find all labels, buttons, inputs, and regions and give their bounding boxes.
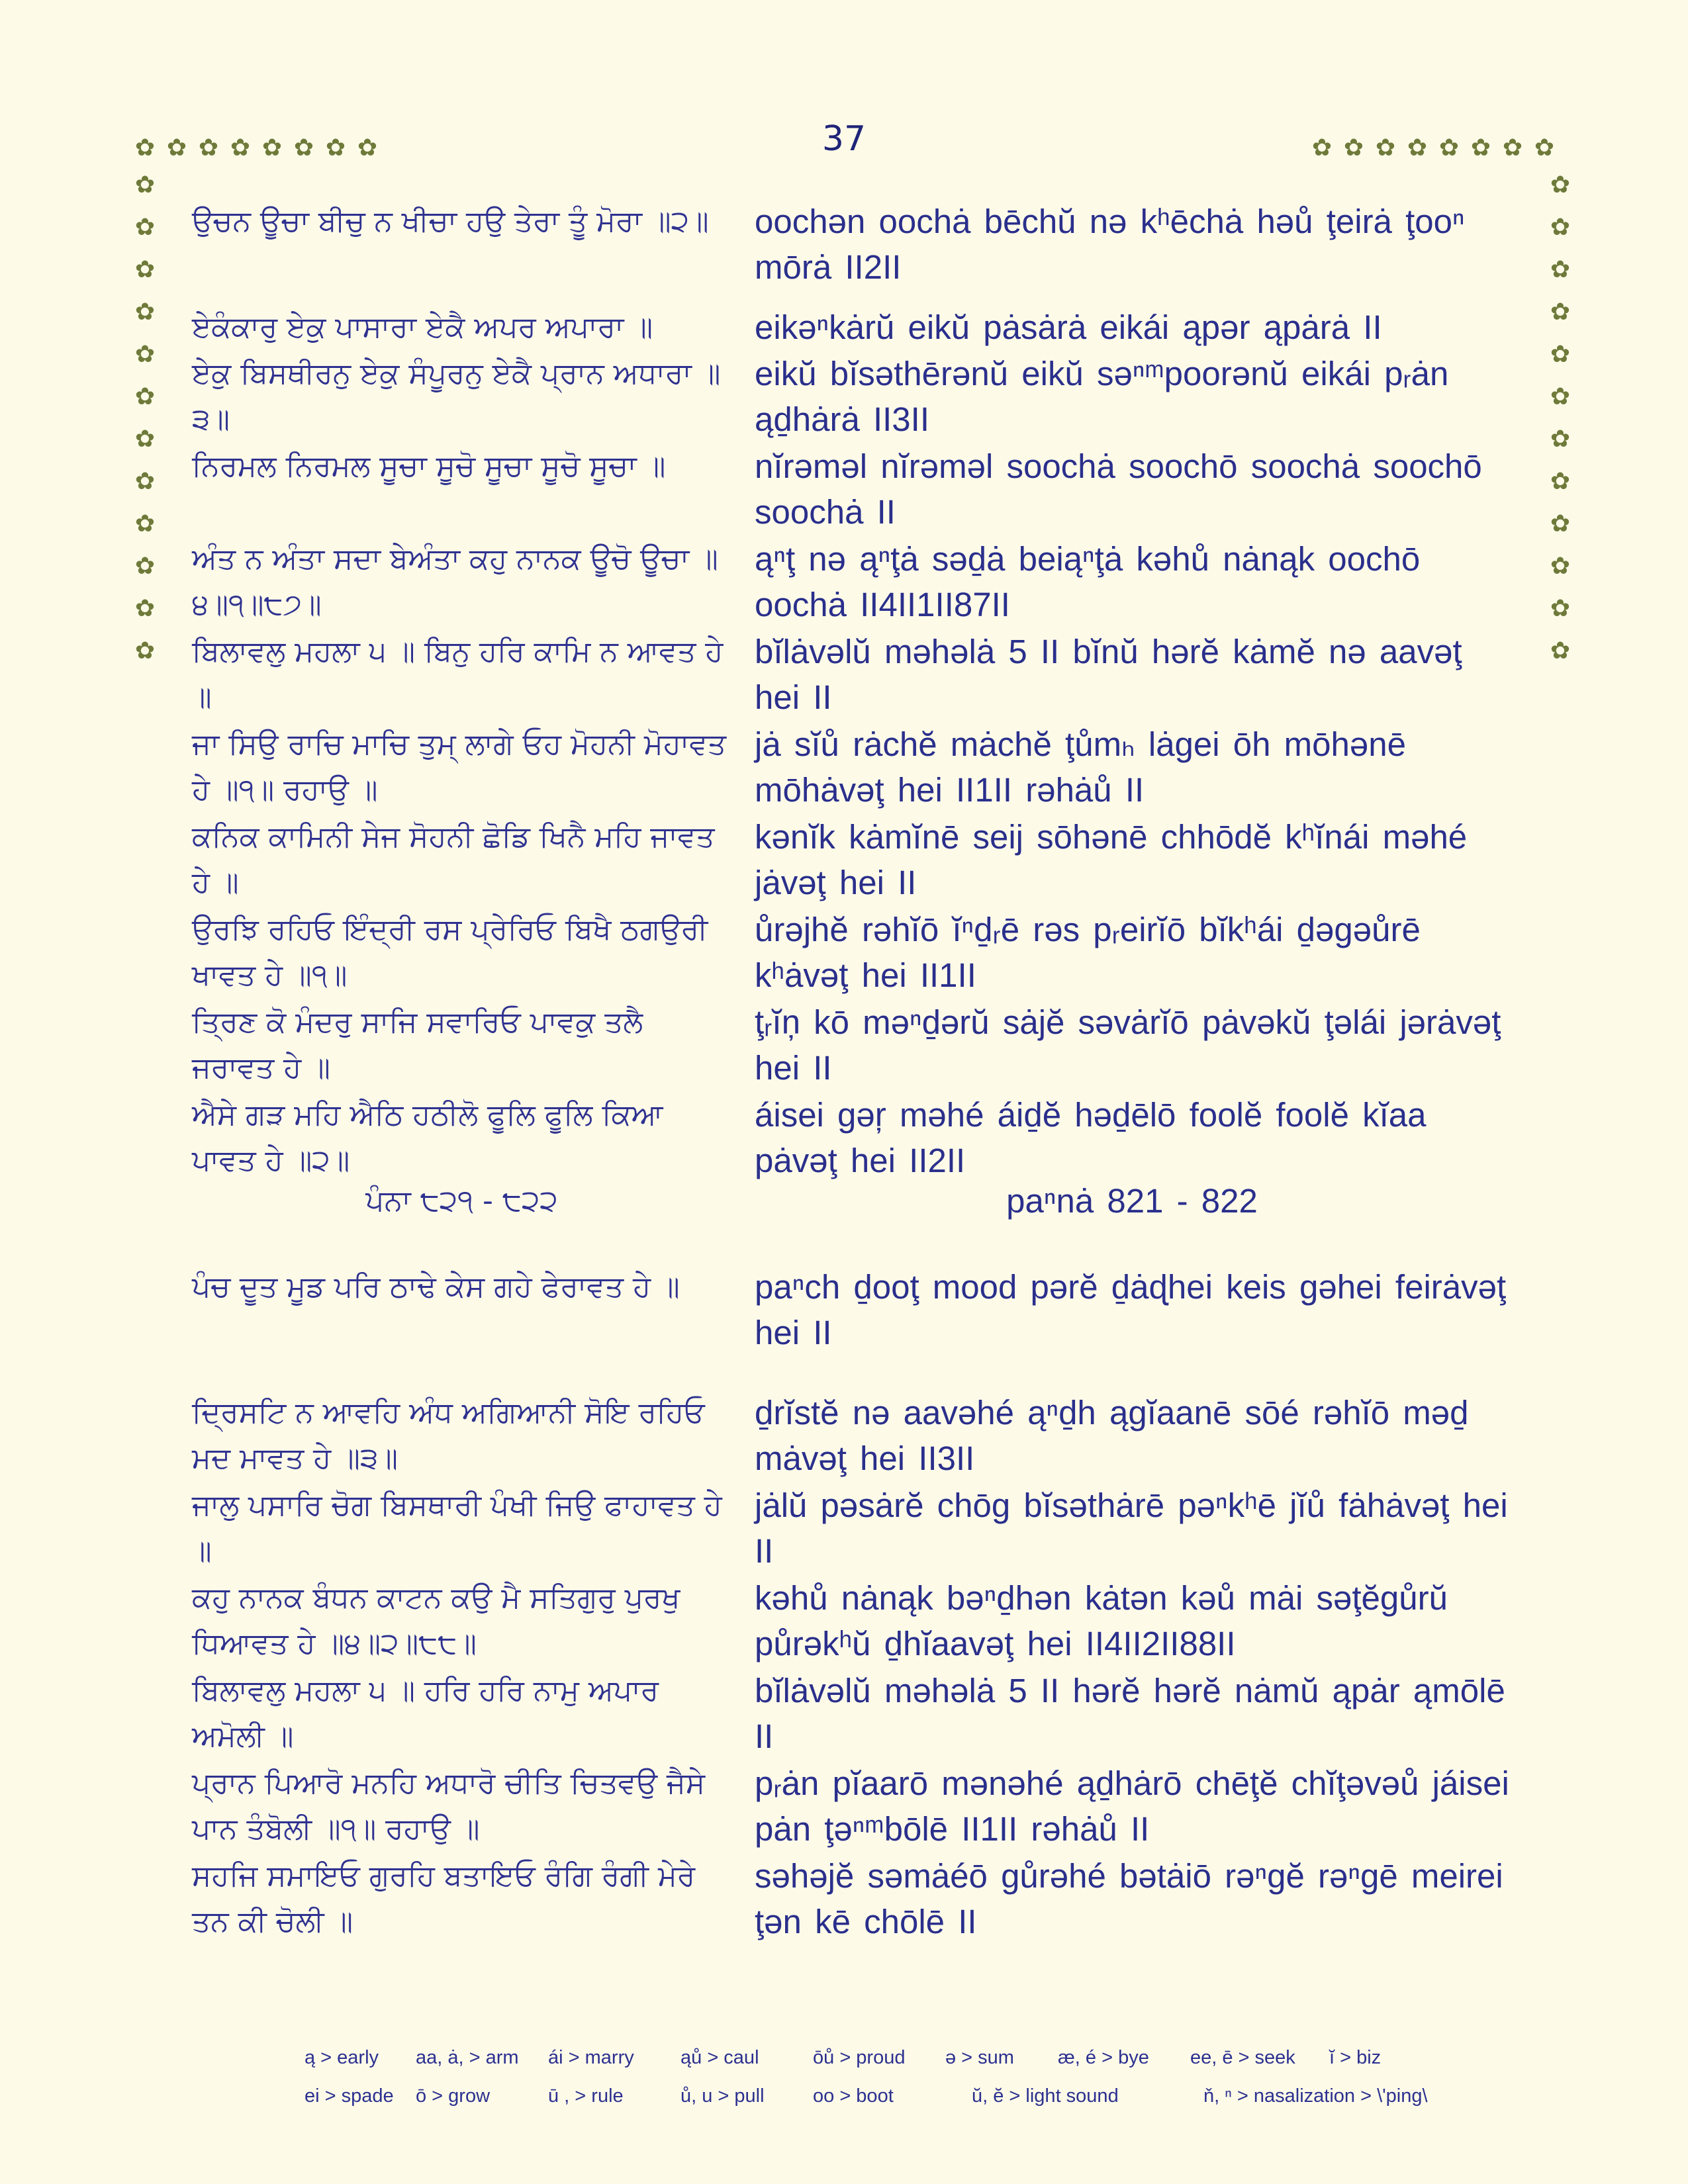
transliteration-text: pᵣȧn pĭaarō mənəhé ąḏhȧrō chēţĕ chĭţəvəů jáisei pȧn ţəⁿᵐbōlē II1II rəhȧů II: [755, 1764, 1509, 1848]
flower-icon: ✿: [1550, 256, 1571, 283]
legend-item: ōů > proud: [813, 2046, 906, 2068]
transliteration-text: oochən oochȧ bēchŭ nə kʰēchȧ həů ţeirȧ ţooⁿ mōrȧ II2II: [755, 203, 1465, 286]
verse-table: [192, 199, 1509, 1959]
gurmukhi-text: ਏਕੁ ਬਿਸਥੀਰਨੁ ਏਕੁ ਸੰਪੂਰਨੁ ਏਕੈ ਪ੍ਰਾਨ ਅਧਾਰਾ ॥੩॥: [192, 357, 721, 436]
legend-item: ą > early: [305, 2046, 379, 2068]
verse-row: [192, 1668, 1509, 1759]
gurmukhi-text: ਅੰਤ ਨ ਅੰਤਾ ਸਦਾ ਬੇਅੰਤਾ ਕਹੁ ਨਾਨਕ ਊਚੋ ਊਚਾ ॥੪॥੧॥੮੭॥: [192, 542, 718, 621]
verse-row: [192, 536, 1509, 627]
verse-row: [192, 721, 1509, 813]
legend-item: ň, ⁿ > nasalization > \'ping\: [1203, 2085, 1428, 2107]
transliteration-text: ůrəjhĕ rəhĭō ĭⁿḏᵣē rəs pᵣeirĭō bĭkʰái ḏəgəůrē kʰȧvəţ hei II1II: [755, 911, 1421, 994]
gurmukhi-text: ਬਿਲਾਵਲੁ ਮਹਲਾ ੫ ॥ ਹਰਿ ਹਰਿ ਨਾਮੁ ਅਪਾਰ ਅਮੋਲੀ ॥: [192, 1674, 659, 1753]
transliteration-text: eikəⁿkȧrŭ eikŭ pȧsȧrȧ eikái ąpər ąpȧrȧ II: [755, 308, 1382, 346]
verse-row: [192, 1482, 1509, 1574]
verse-row: [192, 351, 1509, 442]
verse-row: [192, 629, 1509, 720]
transliteration-text: kənĭk kȧmĭnē seij sōhənē chhōdĕ kʰĭnái məhé jȧvəţ hei II: [755, 818, 1468, 901]
flower-icon: ✿: [134, 510, 156, 537]
legend-item: ei > spade: [305, 2085, 394, 2107]
flower-icon: ✿: [134, 256, 156, 283]
verse-row: [192, 199, 1509, 290]
transliteration-text: paⁿnȧ 821 - 822: [1006, 1182, 1258, 1220]
flower-icon: ✿: [134, 595, 156, 622]
gurmukhi-text: ਜਾਲੁ ਪਸਾਰਿ ਚੋਗ ਬਿਸਥਾਰੀ ਪੰਖੀ ਜਿਉ ਫਾਹਾਵਤ ਹੇ ॥: [192, 1488, 722, 1568]
flower-icon: ✿: [1438, 134, 1460, 161]
transliteration-text: səhəjĕ səmȧéō gůrəhé bətȧiō rəⁿgĕ rəⁿgē meirei ţən kē chōlē II: [755, 1857, 1503, 1940]
transliteration-text: jȧ sĭů rȧchĕ mȧchĕ ţůmₕ lȧgei ōh mōhənē mōhȧvəţ hei II1II rəhȧů II: [755, 725, 1406, 809]
flower-icon: ✿: [1550, 553, 1571, 580]
flower-icon: ✿: [134, 214, 156, 241]
flower-icon: ✿: [1375, 134, 1396, 161]
verse-row: [192, 907, 1509, 998]
verse-row: [192, 999, 1509, 1091]
legend-row-2: [305, 2077, 1483, 2115]
flower-icon: ✿: [1470, 134, 1491, 161]
flower-icon: ✿: [134, 637, 156, 664]
flower-icon: ✿: [134, 171, 156, 199]
legend-item: oo > boot: [813, 2085, 894, 2107]
page-number: 37: [821, 119, 867, 159]
flower-icon: ✿: [1550, 468, 1571, 495]
flower-icon: ✿: [230, 134, 251, 161]
flower-icon: ✿: [1502, 134, 1523, 161]
transliteration-text: paⁿch ḏooţ mood pərĕ ḏȧɖhei keis gəhei feirȧvəţ hei II: [755, 1268, 1507, 1351]
gurmukhi-text: ਪ੍ਰਾਨ ਪਿਆਰੋ ਮਨਹਿ ਅਧਾਰੋ ਚੀਤਿ ਚਿਤਵਉ ਜੈਸੇ ਪਾਨ ਤੰਬੋਲੀ ॥੧॥ ਰਹਾਉ ॥: [192, 1766, 706, 1846]
gurmukhi-text: ਜਾ ਸਿਉ ਰਾਚਿ ਮਾਚਿ ਤੁਮ੍ ਲਾਗੇ ਓਹ ਮੋਹਨੀ ਮੋਹਾਵਤ ਹੇ ॥੧॥ ਰਹਾਉ ॥: [192, 727, 727, 807]
verse-row: [192, 1760, 1509, 1852]
legend-item: ĭ > biz: [1329, 2046, 1382, 2068]
legend-item: ū , > rule: [548, 2085, 624, 2107]
transliteration-text: bĭlȧvəlŭ məhəlȧ 5 II bĭnŭ hərĕ kȧmĕ nə aavəţ hei II: [755, 633, 1462, 716]
flower-icon: ✿: [1550, 171, 1571, 199]
gurmukhi-text: ਏਕੰਕਾਰੁ ਏਕੁ ਪਾਸਾਰਾ ਏਕੈ ਅਪਰ ਅਪਾਰਾ ॥: [192, 310, 653, 344]
ornament-left-column: [131, 164, 159, 672]
flower-icon: ✿: [1550, 510, 1571, 537]
flower-icon: ✿: [134, 383, 156, 410]
legend-row-1: [305, 2038, 1483, 2077]
verse-row: [192, 1264, 1509, 1355]
verse-row: [192, 1092, 1509, 1183]
legend-item: æ, é > bye: [1058, 2046, 1149, 2068]
gurmukhi-text: ਪੰਨਾ ੮੨੧ - ੮੨੨: [365, 1184, 558, 1218]
flower-icon: ✿: [1534, 134, 1555, 161]
transliteration-text: áisei gəŗ məhé áiḏĕ həḏēlō foolĕ foolĕ kĭaa pȧvəţ hei II2II: [755, 1096, 1427, 1179]
flower-icon: ✿: [1550, 426, 1571, 453]
pronunciation-legend: [305, 2038, 1483, 2115]
flower-icon: ✿: [198, 134, 219, 161]
ornament-top-left: [131, 136, 381, 160]
legend-item: ō > grow: [416, 2085, 491, 2107]
verse-row: [192, 1390, 1509, 1481]
flower-icon: ✿: [1550, 341, 1571, 368]
verse-row: [192, 814, 1509, 905]
transliteration-text: kəhů nȧnąk bəⁿḏhən kȧtən kəů mȧi səţĕgůrŭ půrəkʰŭ ḏhĭaavəţ hei II4II2II88II: [755, 1579, 1448, 1662]
legend-item: aa, ȧ, > arm: [416, 2046, 519, 2068]
transliteration-text: ţᵣĭņ kō məⁿḏərŭ sȧjĕ səvȧrĭō pȧvəkŭ ţəlái jərȧvəţ hei II: [755, 1003, 1501, 1087]
flower-icon: ✿: [134, 468, 156, 495]
flower-icon: ✿: [1407, 134, 1428, 161]
gurmukhi-text: ਤ੍ਰਿਣ ਕੋ ਮੰਦਰੁ ਸਾਜਿ ਸਵਾਰਿਓ ਪਾਵਕੁ ਤਲੈ ਜਰਾਵਤ ਹੇ ॥: [192, 1005, 643, 1085]
flower-icon: ✿: [357, 134, 378, 161]
verse-row: [192, 1575, 1509, 1666]
page-range-heading: [192, 1178, 1509, 1224]
ornament-top-right: [1308, 136, 1558, 160]
flower-icon: ✿: [1343, 134, 1364, 161]
gurmukhi-text: ਪੰਚ ਦੂਤ ਮੂਡ ਪਰਿ ਠਾਢੇ ਕੇਸ ਗਹੇ ਫੇਰਾਵਤ ਹੇ ॥: [192, 1270, 680, 1304]
gurmukhi-text: ਸਹਜਿ ਸਮਾਇਓ ਗੁਰਹਿ ਬਤਾਇਓ ਰੰਗਿ ਰੰਗੀ ਮੇਰੇ ਤਨ ਕੀ ਚੋਲੀ ॥: [192, 1859, 696, 1938]
transliteration-text: bĭlȧvəlŭ məhəlȧ 5 II hərĕ hərĕ nȧmŭ ąpȧr ąmōlē II: [755, 1672, 1505, 1755]
transliteration-text: jȧlŭ pəsȧrĕ chōg bĭsəthȧrē pəⁿkʰē jĭů fȧhȧvəţ hei II: [755, 1486, 1508, 1570]
flower-icon: ✿: [1311, 134, 1333, 161]
legend-item: ee, ē > seek: [1190, 2046, 1295, 2068]
flower-icon: ✿: [293, 134, 314, 161]
flower-icon: ✿: [166, 134, 187, 161]
transliteration-text: ąⁿţ nə ąⁿţȧ səḏȧ beiąⁿţȧ kəhů nȧnąk oochō oochȧ II4II1II87II: [755, 540, 1421, 623]
flower-icon: ✿: [134, 134, 156, 161]
flower-icon: ✿: [1550, 637, 1571, 664]
transliteration-text: nĭrəməl nĭrəməl soochȧ soochō soochȧ soochō soochȧ II: [755, 447, 1482, 531]
gurmukhi-text: ਦ੍ਰਿਸਟਿ ਨ ਆਵਹਿ ਅੰਧ ਅਗਿਆਨੀ ਸੋਇ ਰਹਿਓ ਮਦ ਮਾਵਤ ਹੇ ॥੩॥: [192, 1396, 705, 1475]
flower-icon: ✿: [261, 134, 283, 161]
flower-icon: ✿: [134, 298, 156, 326]
flower-icon: ✿: [1550, 595, 1571, 622]
gurmukhi-text: ਐਸੇ ਗੜ ਮਹਿ ਐਠਿ ਹਠੀਲੋ ਫੂਲਿ ਫੂਲਿ ਕਿਆ ਪਾਵਤ ਹੇ ॥੨॥: [192, 1098, 663, 1177]
flower-icon: ✿: [1550, 298, 1571, 326]
gurmukhi-text: ਕਨਿਕ ਕਾਮਿਨੀ ਸੇਜ ਸੋਹਨੀ ਛੋਡਿ ਖਿਨੈ ਮਹਿ ਜਾਵਤ ਹੇ ॥: [192, 820, 715, 899]
gurmukhi-text: ਕਹੁ ਨਾਨਕ ਬੰਧਨ ਕਾਟਨ ਕਉ ਮੈ ਸਤਿਗੁਰੁ ਪੁਰਖੁ ਧਿਆਵਤ ਹੇ ॥੪॥੨॥੮੮॥: [192, 1581, 680, 1661]
verse-row: [192, 443, 1509, 535]
flower-icon: ✿: [134, 553, 156, 580]
flower-icon: ✿: [325, 134, 346, 161]
legend-item: ə > sum: [945, 2046, 1014, 2068]
legend-item: ąů > caul: [680, 2046, 759, 2068]
legend-item: ů, u > pull: [680, 2085, 765, 2107]
ornament-right-column: [1546, 164, 1574, 672]
flower-icon: ✿: [134, 341, 156, 368]
verse-row: [192, 304, 1509, 350]
verse-row: [192, 1853, 1509, 1944]
gurmukhi-text: ਉਚਨ ਊਚਾ ਬੀਚੁ ਨ ਖੀਚਾ ਹਉ ਤੇਰਾ ਤੂੰ ਮੋਰਾ ॥੨॥: [192, 205, 709, 238]
gurmukhi-text: ਨਿਰਮਲ ਨਿਰਮਲ ਸੂਚਾ ਸੂਚੋ ਸੂਚਾ ਸੂਚੋ ਸੂਚਾ ॥: [192, 449, 666, 483]
legend-item: ŭ, ĕ > light sound: [972, 2085, 1119, 2107]
flower-icon: ✿: [1550, 383, 1571, 410]
flower-icon: ✿: [1550, 214, 1571, 241]
gurmukhi-text: ਬਿਲਾਵਲੁ ਮਹਲਾ ੫ ॥ ਬਿਨੁ ਹਰਿ ਕਾਮਿ ਨ ਆਵਤ ਹੇ ॥: [192, 635, 724, 714]
transliteration-text: ḏrĭstĕ nə aavəhé ąⁿḏh ągĭaanē sōé rəhĭō məḏ mȧvəţ hei II3II: [755, 1394, 1469, 1477]
legend-item: ái > marry: [548, 2046, 634, 2068]
gurmukhi-text: ਉਰਝਿ ਰਹਿਓ ਇੰਦ੍ਰੀ ਰਸ ਪ੍ਰੇਰਿਓ ਬਿਖੈ ਠਗਉਰੀ ਖਾਵਤ ਹੇ ॥੧॥: [192, 913, 708, 992]
transliteration-text: eikŭ bĭsəthērənŭ eikŭ səⁿᵐpoorənŭ eikái pᵣȧn ąḏhȧrȧ II3II: [755, 355, 1449, 438]
flower-icon: ✿: [134, 426, 156, 453]
